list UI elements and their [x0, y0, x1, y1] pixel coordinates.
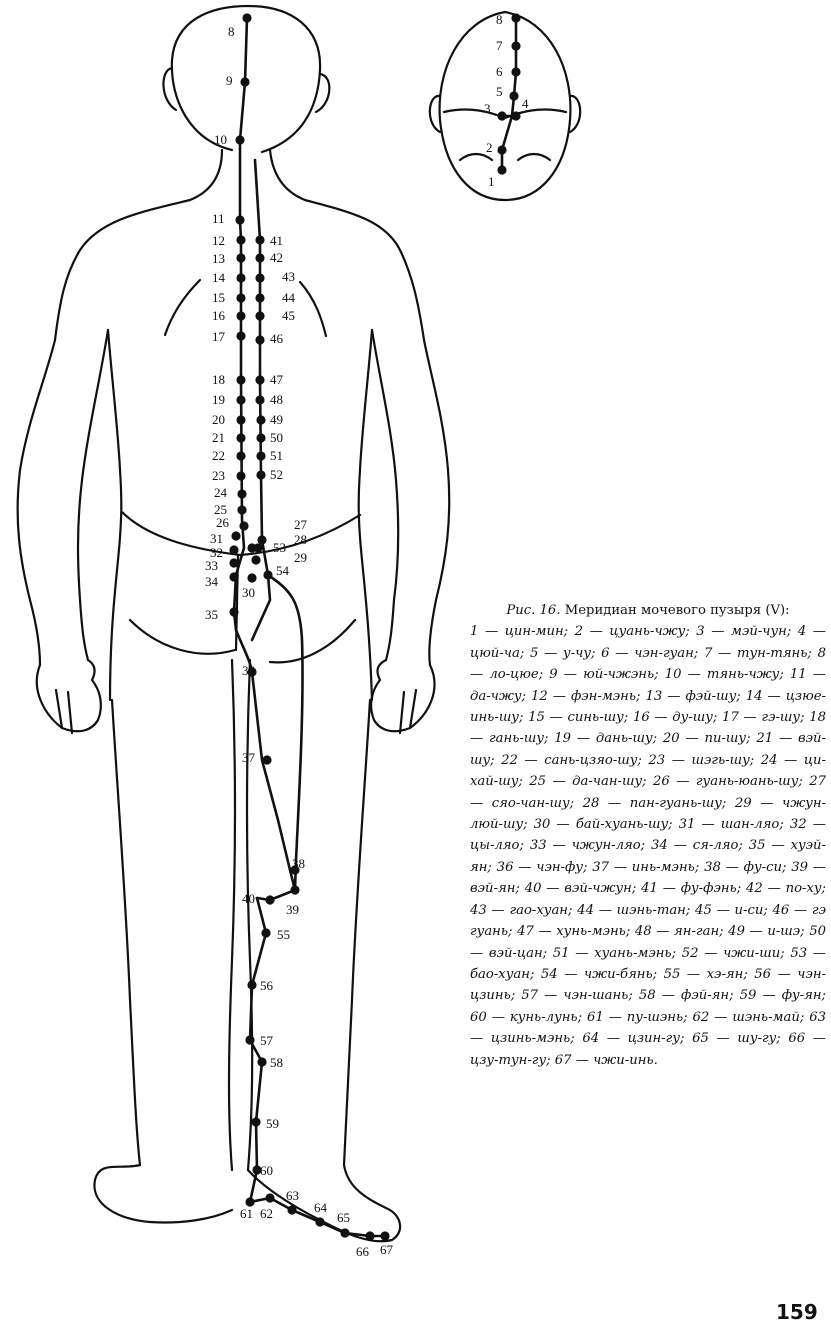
head-acupoint-dot-2	[497, 145, 506, 154]
body-acupoint-label-32: 32	[210, 545, 223, 560]
head-acupoint-label-3: 3	[484, 101, 491, 116]
body-acupoint-dot-59	[251, 1117, 260, 1126]
head-acupoint-dot-5	[509, 91, 518, 100]
body-acupoint-dot-25	[237, 505, 246, 514]
body-acupoint-label-46: 46	[270, 331, 283, 346]
body-acupoint-label-65: 65	[337, 1210, 350, 1225]
body-acupoint-label-31: 31	[210, 531, 223, 546]
body-acupoint-label-22: 22	[212, 448, 225, 463]
caption-body: 1 — цин-мин; 2 — цуань-чжу; 3 — мэй-чун; 4 — цюй-ча; 5 — у-чу; 6 — чэн-гуан; 7 — тун-тянь; 8 — ло-цюе; 9 — юй-чжэнь; 10 — тянь-чжу; 11 — да-чжу; 12 — фэн-мэнь; 13 — фэй-шу; 14 — цзюе-инь-шу; 15 — синь-шу; 16 — ду-шу; 17 — гэ-шу; 18 — гань-шу; 19 — дань-шу; 20 — пи-шу; 21 — вэй-шу; 22 — сань-цзяо-шу; 23 — шэгь-шу; 24 — ци-хай-шу; 25 — да-чан-шу; 26 — гуань-юань-шу; 27 — сяо-чан-шу; 28 — пан-гуань-шу; 29 — чжун-люй-шу; 30 — бай-хуань-шу; 31 — шан-ляо; 32 — цы-ляо; 33 — чжун-ляо; 34 — ся-ляо; 35 — хуэй-ян; 36 — чэн-фу; 37 — инь-мэнь; 38 — фу-си; 39 — вэй-ян; 40 — вэй-чжун; 41 — фу-фэнь; 42 — по-ху; 43 — гао-хуан; 44 — шэнь-тан; 45 — и-си; 46 — гэ гуань; 47 — хунь-мэнь; 48 — ян-ган; 49 — и-шэ; 50 — вэй-цан; 51 — хуань-мэнь; 52 — чжи-ши; 53 — бао-хуан; 54 — чжи-бянь; 55 — хэ-ян; 56 — чэн-цзинь; 57 — чэн-шань; 58 — фэй-ян; 59 — фу-ян; 60 — кунь-лунь; 61 — пу-шэнь; 62 — шэнь-май; 63 — цзинь-мэнь; 64 — цзин-гу; 65 — шу-гу; 66 — цзу-тун-гу; 67 — чжи-инь.	[470, 624, 826, 1068]
body-acupoint-label-21: 21	[212, 430, 225, 445]
body-acupoint-dot-12	[236, 235, 245, 244]
body-outline	[18, 6, 450, 1241]
body-acupoint-label-17: 17	[212, 329, 225, 344]
body-acupoint-dot-56	[247, 980, 256, 989]
body-acupoint-dot-52	[256, 470, 265, 479]
page-number: 159	[776, 1300, 818, 1324]
body-acupoint-dot-55	[261, 928, 270, 937]
body-acupoint-dot-63	[287, 1205, 296, 1214]
body-acupoint-label-37: 37	[242, 750, 255, 765]
body-acupoint-dot-54	[263, 570, 272, 579]
body-acupoint-dot-14	[236, 273, 245, 282]
head-acupoint-label-4: 4	[522, 96, 529, 111]
body-acupoint-dot-46	[255, 335, 264, 344]
body-acupoint-label-60: 60	[260, 1163, 273, 1178]
head-acupoint-dot-1	[497, 165, 506, 174]
body-acupoint-dot-24	[237, 489, 246, 498]
body-acupoint-label-51: 51	[270, 448, 283, 463]
body-acupoint-dot-39	[290, 885, 299, 894]
body-acupoint-dot-20	[236, 415, 245, 424]
body-acupoint-label-11: 11	[212, 211, 225, 226]
body-acupoint-dot-11	[235, 215, 244, 224]
head-acupoint-dot-7	[511, 41, 520, 50]
body-acupoint-dot-17	[236, 331, 245, 340]
body-acupoint-dot-8	[242, 13, 251, 22]
body-acupoint-label-23: 23	[212, 468, 225, 483]
body-acupoint-label-29: 29	[294, 550, 307, 565]
body-acupoint-dot-62	[265, 1193, 274, 1202]
body-acupoint-dot-18	[236, 375, 245, 384]
body-acupoint-dot-13	[236, 253, 245, 262]
body-acupoint-dot-44	[255, 293, 264, 302]
body-acupoint-label-33: 33	[205, 558, 218, 573]
body-acupoint-label-44: 44	[282, 290, 295, 305]
head-acupoint-dot-3	[497, 111, 506, 120]
head-acupoint-dot-6	[511, 67, 520, 76]
figure-caption	[470, 600, 826, 1071]
body-acupoint-dot-42	[255, 253, 264, 262]
body-acupoint-dot-15	[236, 293, 245, 302]
caption-prefix: Рис. 16.	[506, 603, 561, 618]
head-acupoint-dot-8	[511, 13, 520, 22]
body-acupoint-label-63: 63	[286, 1188, 299, 1203]
body-acupoint-label-38: 38	[292, 856, 305, 871]
body-acupoint-dot-40	[265, 895, 274, 904]
body-acupoint-label-9: 9	[226, 73, 233, 88]
body-acupoint-label-30: 30	[242, 585, 255, 600]
body-acupoint-label-67: 67	[380, 1242, 393, 1257]
body-acupoint-label-48: 48	[270, 392, 283, 407]
body-acupoint-dot-10	[235, 135, 244, 144]
body-acupoint-label-16: 16	[212, 308, 225, 323]
body-acupoint-label-40: 40	[242, 891, 255, 906]
body-acupoint-dot-48	[255, 395, 264, 404]
body-acupoint-label-25: 25	[214, 502, 227, 517]
body-acupoint-dot-31	[231, 531, 240, 540]
body-acupoint-dot-22	[236, 451, 245, 460]
body-acupoint-label-66: 66	[356, 1244, 369, 1259]
body-acupoint-label-35: 35	[205, 607, 218, 622]
body-acupoint-dot-32	[229, 545, 238, 554]
body-acupoint-dot-64	[315, 1217, 324, 1226]
head-acupoint-label-2: 2	[486, 140, 493, 155]
body-acupoint-label-62: 62	[260, 1206, 273, 1221]
caption-title	[470, 600, 826, 621]
body-acupoint-dot-53	[247, 543, 256, 552]
body-acupoint-dot-57	[245, 1035, 254, 1044]
body-acupoint-label-12: 12	[212, 233, 225, 248]
body-acupoint-dot-29	[251, 555, 260, 564]
body-acupoint-label-54: 54	[276, 563, 289, 578]
body-acupoint-label-39: 39	[286, 902, 299, 917]
body-acupoint-label-64: 64	[314, 1200, 327, 1215]
body-acupoint-label-18: 18	[212, 372, 225, 387]
body-acupoint-label-59: 59	[266, 1116, 279, 1131]
body-acupoint-dot-23	[236, 471, 245, 480]
body-acupoint-dot-35	[229, 607, 238, 616]
body-acupoint-dot-49	[256, 415, 265, 424]
body-acupoint-dot-30	[247, 573, 256, 582]
body-acupoint-dot-37	[262, 755, 271, 764]
body-acupoint-dot-33	[229, 558, 238, 567]
head-acupoint-label-1: 1	[488, 174, 495, 189]
body-acupoint-label-57: 57	[260, 1033, 273, 1048]
head-acupoint-label-6: 6	[496, 64, 503, 79]
head-acupoint-label-7: 7	[496, 38, 503, 53]
body-acupoint-label-14: 14	[212, 270, 225, 285]
body-acupoint-dot-66	[365, 1231, 374, 1240]
body-acupoint-dot-45	[255, 311, 264, 320]
body-acupoint-label-24: 24	[214, 485, 227, 500]
body-acupoint-label-19: 19	[212, 392, 225, 407]
head-acupoint-dot-4	[511, 111, 520, 120]
body-acupoint-label-27: 27	[294, 517, 307, 532]
body-acupoint-dot-26	[239, 521, 248, 530]
body-acupoint-label-34: 34	[205, 574, 218, 589]
body-acupoint-label-55: 55	[277, 927, 290, 942]
body-acupoint-label-8: 8	[228, 24, 235, 39]
body-acupoint-dot-34	[229, 572, 238, 581]
body-acupoint-label-53: 53	[273, 540, 286, 555]
body-acupoint-label-20: 20	[212, 412, 225, 427]
body-acupoint-label-10: 10	[214, 132, 227, 147]
body-acupoint-label-50: 50	[270, 430, 283, 445]
body-acupoint-dot-43	[255, 273, 264, 282]
body-acupoint-dot-21	[236, 433, 245, 442]
body-acupoint-label-41: 41	[270, 233, 283, 248]
body-acupoint-dot-9	[240, 77, 249, 86]
body-acupoint-label-43: 43	[282, 269, 295, 284]
body-acupoint-label-26: 26	[216, 515, 229, 530]
body-acupoint-dot-58	[257, 1057, 266, 1066]
body-acupoint-dot-19	[236, 395, 245, 404]
body-acupoint-dot-27	[257, 535, 266, 544]
body-acupoint-label-45: 45	[282, 308, 295, 323]
head-acupoint-label-8: 8	[496, 12, 503, 27]
head-acupoint-label-5: 5	[496, 84, 503, 99]
body-acupoint-dot-50	[256, 433, 265, 442]
body-acupoint-dot-65	[340, 1228, 349, 1237]
body-acupoint-label-15: 15	[212, 290, 225, 305]
caption-title-text: Меридиан мочевого пузыря (V):	[564, 603, 790, 618]
body-acupoint-dot-16	[236, 311, 245, 320]
body-acupoint-label-42: 42	[270, 250, 283, 265]
body-acupoint-label-58: 58	[270, 1055, 283, 1070]
body-acupoint-label-61: 61	[240, 1206, 253, 1221]
body-acupoint-dot-67	[380, 1231, 389, 1240]
body-acupoint-label-49: 49	[270, 412, 283, 427]
body-acupoint-dot-51	[256, 451, 265, 460]
body-acupoint-dot-47	[255, 375, 264, 384]
body-acupoint-label-36: 36	[242, 663, 255, 678]
body-acupoint-label-13: 13	[212, 251, 225, 266]
body-acupoint-dot-41	[255, 235, 264, 244]
body-acupoint-label-52: 52	[270, 467, 283, 482]
body-acupoint-label-56: 56	[260, 978, 273, 993]
body-acupoint-label-47: 47	[270, 372, 283, 387]
body-acupoint-label-28: 28	[294, 532, 307, 547]
